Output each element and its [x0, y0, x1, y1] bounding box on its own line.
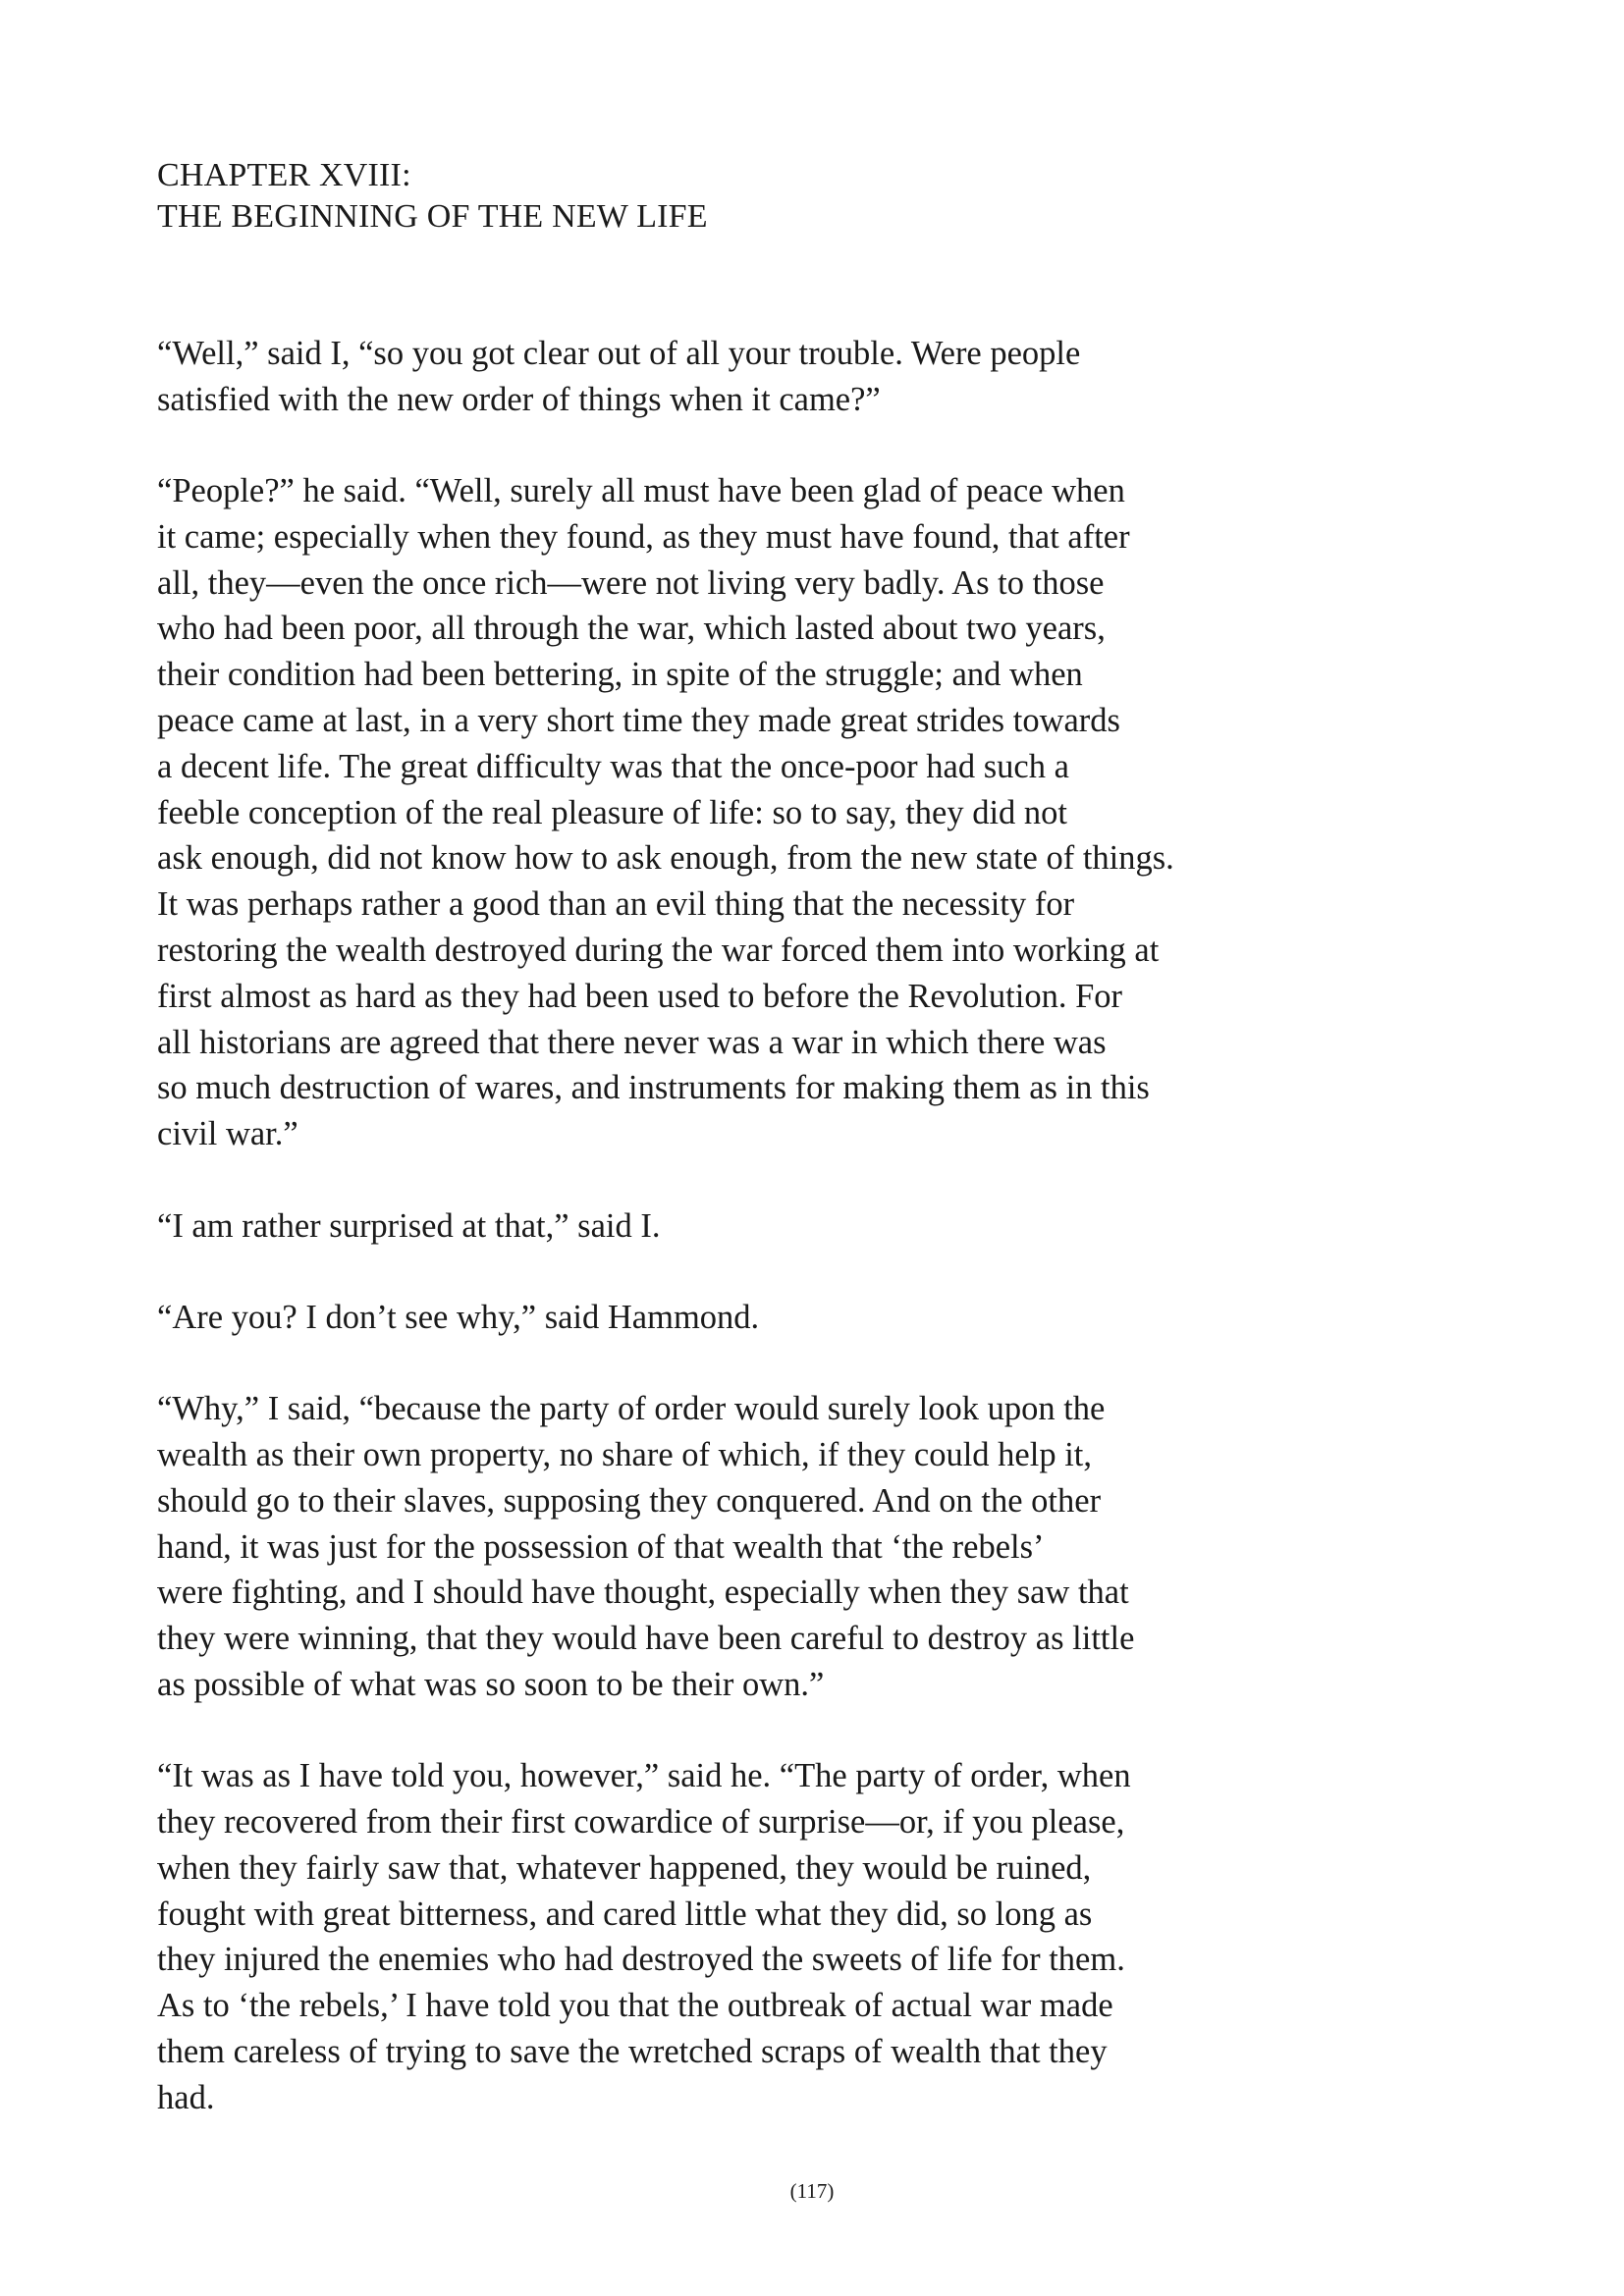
text-line: It was perhaps rather a good than an evil thing that the necessity for [157, 885, 1075, 924]
text-line: fought with great bitterness, and cared little what they did, so long as [157, 1895, 1093, 1933]
text-line: so much destruction of wares, and instruments for making them as in this [157, 1069, 1150, 1107]
text-line: they recovered from their first cowardice of surprise—or, if you please, [157, 1803, 1125, 1842]
text-line: were fighting, and I should have thought, especially when they saw that [157, 1574, 1129, 1612]
text-line: their condition had been bettering, in spite of the struggle; and when [157, 656, 1083, 694]
text-line: civil war.” [157, 1115, 298, 1153]
text-line: all, they—even the once rich—were not living very badly. As to those [157, 563, 1105, 602]
chapter-heading [157, 155, 1434, 238]
text-line: first almost as hard as they had been used to before the Revolution. For [157, 977, 1123, 1015]
page-number: (117) [789, 2179, 835, 2203]
text-line: “It was as I have told you, however,” said he. “The party of order, when [157, 1757, 1131, 1795]
text-line: wealth as their own property, no share of which, if they could help it, [157, 1435, 1093, 1473]
paragraph [157, 1386, 1473, 1708]
text-line: As to ‘the rebels,’ I have told you that the outbreak of actual war made [157, 1987, 1113, 2025]
text-line: feeble conception of the real pleasure of life: so to say, they did not [157, 793, 1068, 831]
text-line: peace came at last, in a very short time they made great strides towards [157, 702, 1120, 740]
text-line: ask enough, did not know how to ask enough, from the new state of things. [157, 839, 1174, 878]
text-line: it came; especially when they found, as they must have found, that after [157, 517, 1130, 556]
text-line: satisfied with the new order of things when it came?” [157, 380, 881, 418]
text-line: “Why,” I said, “because the party of order would surely look upon the [157, 1390, 1106, 1428]
text-line: “Are you? I don’t see why,” said Hammond. [157, 1298, 760, 1336]
text-line: hand, it was just for the possession of that wealth that ‘the rebels’ [157, 1527, 1045, 1566]
text-line: a decent life. The great difficulty was that the once-poor had such a [157, 747, 1069, 785]
text-line: as possible of what was so soon to be their own.” [157, 1665, 825, 1703]
text-line: “Well,” said I, “so you got clear out of all your trouble. Were people [157, 335, 1081, 372]
paragraph [157, 1295, 1473, 1341]
text-line: when they fairly saw that, whatever happened, they would be ruined, [157, 1848, 1092, 1887]
text-line: “People?” he said. “Well, surely all must have been glad of peace when [157, 472, 1125, 510]
text-line: restoring the wealth destroyed during the war forced them into working at [157, 932, 1160, 970]
text-line: all historians are agreed that there never was a war in which there was [157, 1023, 1107, 1061]
text-line: should go to their slaves, supposing they conquered. And on the other [157, 1481, 1102, 1520]
text-line: them careless of trying to save the wretched scraps of wealth that they [157, 2033, 1108, 2070]
text-line: “I am rather surprised at that,” said I. [157, 1206, 661, 1245]
chapter-title: THE BEGINNING OF THE NEW LIFE [157, 198, 708, 235]
text-line: had. [157, 2078, 215, 2116]
paragraph [157, 1203, 1473, 1250]
text-line: who had been poor, all through the war, which lasted about two years, [157, 610, 1106, 648]
chapter-number: CHAPTER XVIII: [157, 157, 411, 193]
paragraph [157, 468, 1473, 1157]
text-line: they injured the enemies who had destroyed the sweets of life for them. [157, 1941, 1125, 1979]
paragraph [157, 1753, 1473, 2120]
paragraph [157, 331, 1473, 423]
body-text [157, 331, 1473, 2166]
text-line: they were winning, that they would have been careful to destroy as little [157, 1620, 1135, 1658]
